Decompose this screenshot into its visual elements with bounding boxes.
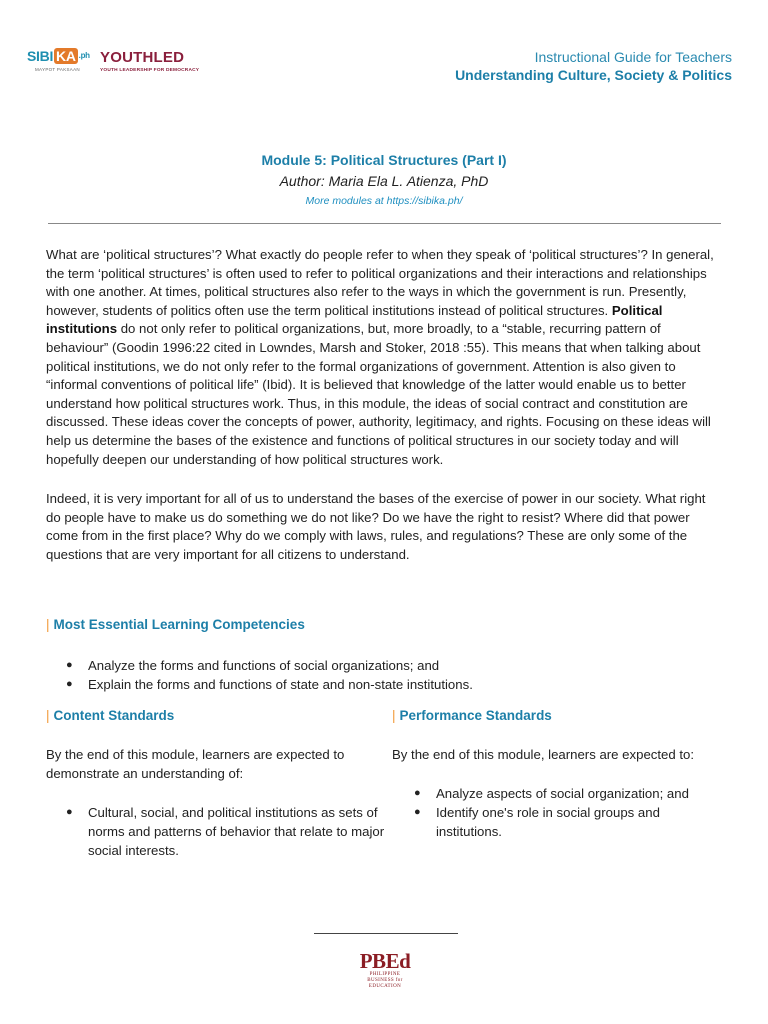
title-divider xyxy=(48,223,721,224)
content-standards-list xyxy=(66,803,386,860)
intro-paragraph-1: What are ‘political structures’? What exactly do people refer to when they speak of ‘political structures’? In general, the term ‘political structures’ is often used to refer to political organizations and their interactions and relationships with one another. At times, political structures also refer to the ways in which the government is run. Presently, however, students of politics often use the term political institutions instead of political structures. Political institutions do not only refer to political organizations, but, more broadly, to a “stable, recurring pattern of behaviour” (Goodin 1996:22 cited in Lowndes, Marsh and Stoker, 2018 :55). This means that when talking about political institutions, we do not only refer to the formal organizations of government. Attention is also given to “informal conventions of political life” (Ibid). It is believed that knowledge of the latter would enable us to better understand how political structures work. Thus, in this module, the ideas of social contract and constitution are discussed. These ideas cover the concepts of power, authority, legitimacy, and rights. Focusing on these ideas will help us determine the bases of the existence and functions of political structures in our society today and will hopefully deepen our understanding of how political structures work. xyxy=(46,247,714,467)
competencies-list xyxy=(66,656,706,694)
heading-bar-accent: | xyxy=(46,617,50,632)
guide-subtitle: Instructional Guide for Teachers xyxy=(534,49,732,65)
sibika-logo-main: SIBI xyxy=(27,48,54,64)
pbed-logo-word: PBEd xyxy=(359,949,411,973)
performance-standards-intro: By the end of this module, learners are expected to: xyxy=(392,747,695,762)
content-standards-intro: By the end of this module, learners are expected to demonstrate an understanding of: xyxy=(46,747,345,781)
pbed-logo[interactable] xyxy=(355,950,415,990)
guide-title xyxy=(455,48,732,84)
pbed-logo-line1: PHILIPPINE xyxy=(369,972,401,977)
more-modules-link[interactable]: More modules at https://sibika.ph/ xyxy=(305,195,463,207)
list-item: ● Explain the forms and functions of state and non-state institutions. xyxy=(66,677,473,692)
intro-paragraph-2: Indeed, it is very important for all of us to understand the bases of the exercise of power in our society. What right do people have to make us do something we do not like? Do we have the right to resist? Where did that power come from in the first place? Why do we comply with laws, rules, and regulations? These are only some of the questions that are very important for all citizens to understand. xyxy=(46,491,706,562)
module-title: Module 5: Political Structures (Part I) xyxy=(261,152,507,168)
list-item: ● Identify one's role in social groups and institutions. xyxy=(414,805,660,839)
bullet-icon: ● xyxy=(414,806,421,818)
bullet-icon: ● xyxy=(66,806,73,818)
module-author: Author: Maria Ela L. Atienza, PhD xyxy=(279,173,489,189)
pbed-logo-line3: EDUCATION xyxy=(368,984,402,989)
bullet-icon: ● xyxy=(66,659,73,671)
sibika-logo-suffix: .ph xyxy=(78,51,90,60)
performance-standards-list xyxy=(414,784,724,841)
page-header xyxy=(0,0,768,110)
sibika-logo-box: KA xyxy=(56,48,76,64)
bullet-icon: ● xyxy=(66,678,73,690)
course-title: Understanding Culture, Society & Politics xyxy=(455,67,732,83)
sibika-logo[interactable] xyxy=(27,48,91,78)
performance-standards-heading: | Performance Standards xyxy=(392,708,552,723)
list-item: ● Cultural, social, and political institutions as sets of norms and patterns of behavior that relate to major social interests. xyxy=(66,805,385,858)
youthled-logo[interactable] xyxy=(100,48,199,73)
heading-bar-accent: | xyxy=(46,708,50,723)
sibika-logo-tagline: MAYPOT PAKSAAN xyxy=(35,67,80,72)
list-item: ● Analyze aspects of social organization; and xyxy=(414,786,689,801)
competencies-heading: | Most Essential Learning Competencies xyxy=(46,617,305,632)
footer-divider xyxy=(314,933,458,934)
logo-group xyxy=(27,48,199,78)
heading-bar-accent: | xyxy=(392,708,396,723)
bullet-icon: ● xyxy=(414,787,421,799)
youthled-logo-word: YOUTHLED xyxy=(100,49,185,66)
module-title-block xyxy=(0,150,768,209)
youthled-logo-tagline: YOUTH LEADERSHIP FOR DEMOCRACY xyxy=(100,68,200,73)
content-standards-heading: | Content Standards xyxy=(46,708,175,723)
pbed-logo-line2: BUSINESS for xyxy=(367,978,403,983)
list-item: ● Analyze the forms and functions of social organizations; and xyxy=(66,658,440,673)
political-institutions-term: Political institutions xyxy=(46,302,663,337)
